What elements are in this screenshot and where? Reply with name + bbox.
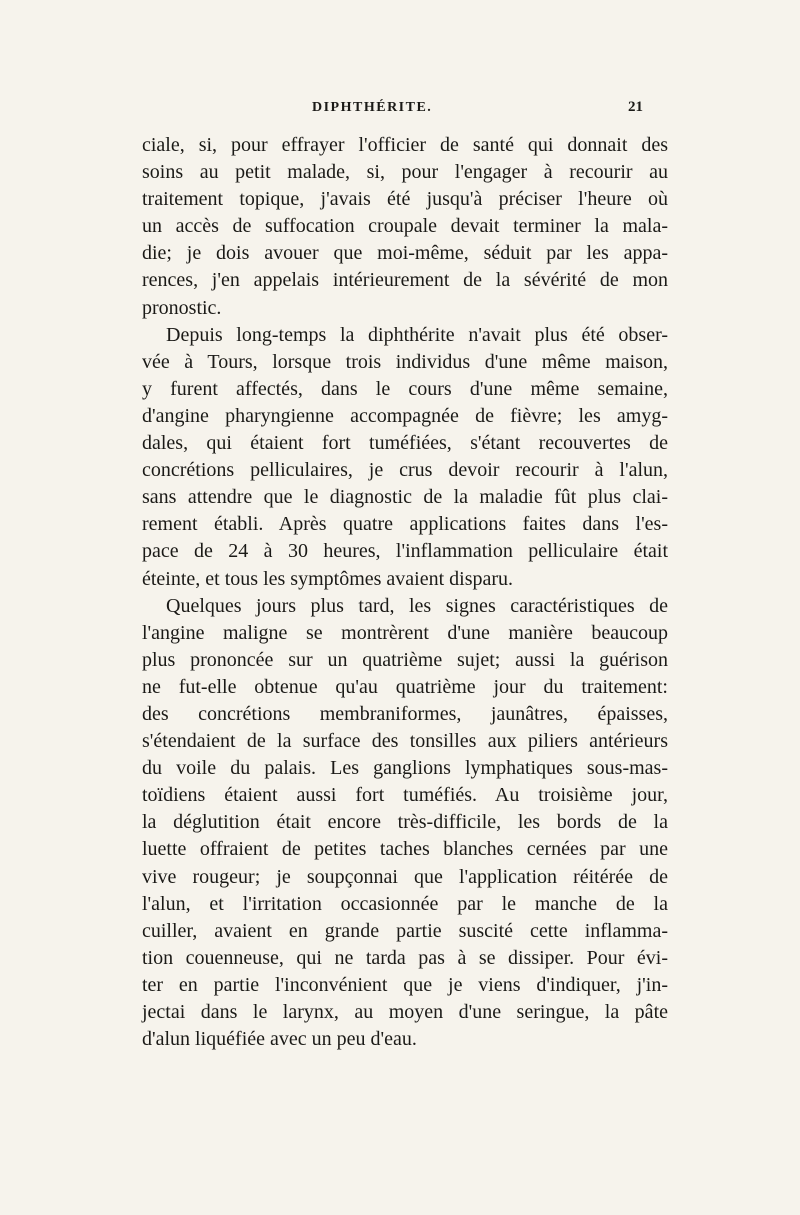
text-line: dales, qui étaient fort tuméfiées, s'étant recouvertes de — [142, 432, 668, 455]
text-line: jectai dans le larynx, au moyen d'une seringue, la pâte — [142, 1001, 668, 1023]
page-number: 21 — [628, 99, 643, 115]
text-line: toïdiens étaient aussi fort tuméfiés. Au troisième jour, — [142, 784, 668, 807]
text-line: ciale, si, pour effrayer l'officier de santé qui donnait des — [142, 134, 668, 156]
text-line: pronostic. — [142, 296, 222, 319]
text-line: vive rougeur; je soupçonnai que l'application réitérée de — [142, 865, 668, 888]
text-line: Quelques jours plus tard, les signes caractéristiques de — [166, 594, 668, 617]
text-line: concrétions pelliculaires, je crus devoir recourir à l'alun, — [142, 459, 668, 482]
text-line: die; je dois avouer que moi-même, séduit par les appa- — [142, 242, 668, 265]
text-line: ter en partie l'inconvénient que je viens d'indiquer, j'in- — [142, 973, 668, 996]
text-line: sans attendre que le diagnostic de la maladie fût plus clai- — [142, 486, 668, 509]
text-line: traitement topique, j'avais été jusqu'à préciser l'heure où — [142, 188, 668, 211]
text-line: d'angine pharyngienne accompagnée de fièvre; les amyg- — [142, 404, 668, 427]
text-line: la déglutition était encore très-difficile, les bords de la — [142, 811, 668, 834]
body-text — [142, 132, 668, 1053]
text-line: vée à Tours, lorsque trois individus d'une même maison, — [142, 350, 668, 373]
text-line: rement établi. Après quatre applications faites dans l'es- — [142, 513, 668, 536]
text-line: Depuis long-temps la diphthérite n'avait plus été obser- — [166, 323, 668, 346]
text-line: d'alun liquéfiée avec un peu d'eau. — [142, 1028, 417, 1051]
page-header — [0, 100, 800, 130]
text-line: ne fut-elle obtenue qu'au quatrième jour du traitement: — [142, 675, 668, 698]
text-line: cuiller, avaient en grande partie suscité cette inflamma- — [142, 919, 668, 942]
text-line: luette offraient de petites taches blanches cernées par une — [142, 838, 668, 861]
text-line: un accès de suffocation croupale devait terminer la mala- — [142, 215, 668, 238]
text-line: l'angine maligne se montrèrent d'une manière beaucoup — [142, 621, 668, 644]
text-line: rences, j'en appelais intérieurement de la sévérité de mon — [142, 269, 668, 292]
text-line: plus prononcée sur un quatrième sujet; aussi la guérison — [142, 648, 668, 671]
text-line: éteinte, et tous les symptômes avaient disparu. — [142, 567, 514, 590]
text-line: des concrétions membraniformes, jaunâtres, épaisses, — [142, 702, 668, 725]
running-title: DIPHTHÉRITE. — [312, 100, 433, 115]
text-line: tion couenneuse, qui ne tarda pas à se dissiper. Pour évi- — [142, 946, 668, 969]
text-line: s'étendaient de la surface des tonsilles aux piliers antérieurs — [142, 730, 668, 753]
text-line: soins au petit malade, si, pour l'engager à recourir au — [142, 161, 668, 184]
text-line: y furent affectés, dans le cours d'une même semaine, — [142, 377, 668, 400]
text-line: du voile du palais. Les ganglions lymphatiques sous-mas- — [142, 757, 668, 780]
text-line: pace de 24 à 30 heures, l'inflammation pelliculaire était — [142, 540, 668, 563]
text-line: l'alun, et l'irritation occasionnée par le manche de la — [142, 892, 668, 915]
